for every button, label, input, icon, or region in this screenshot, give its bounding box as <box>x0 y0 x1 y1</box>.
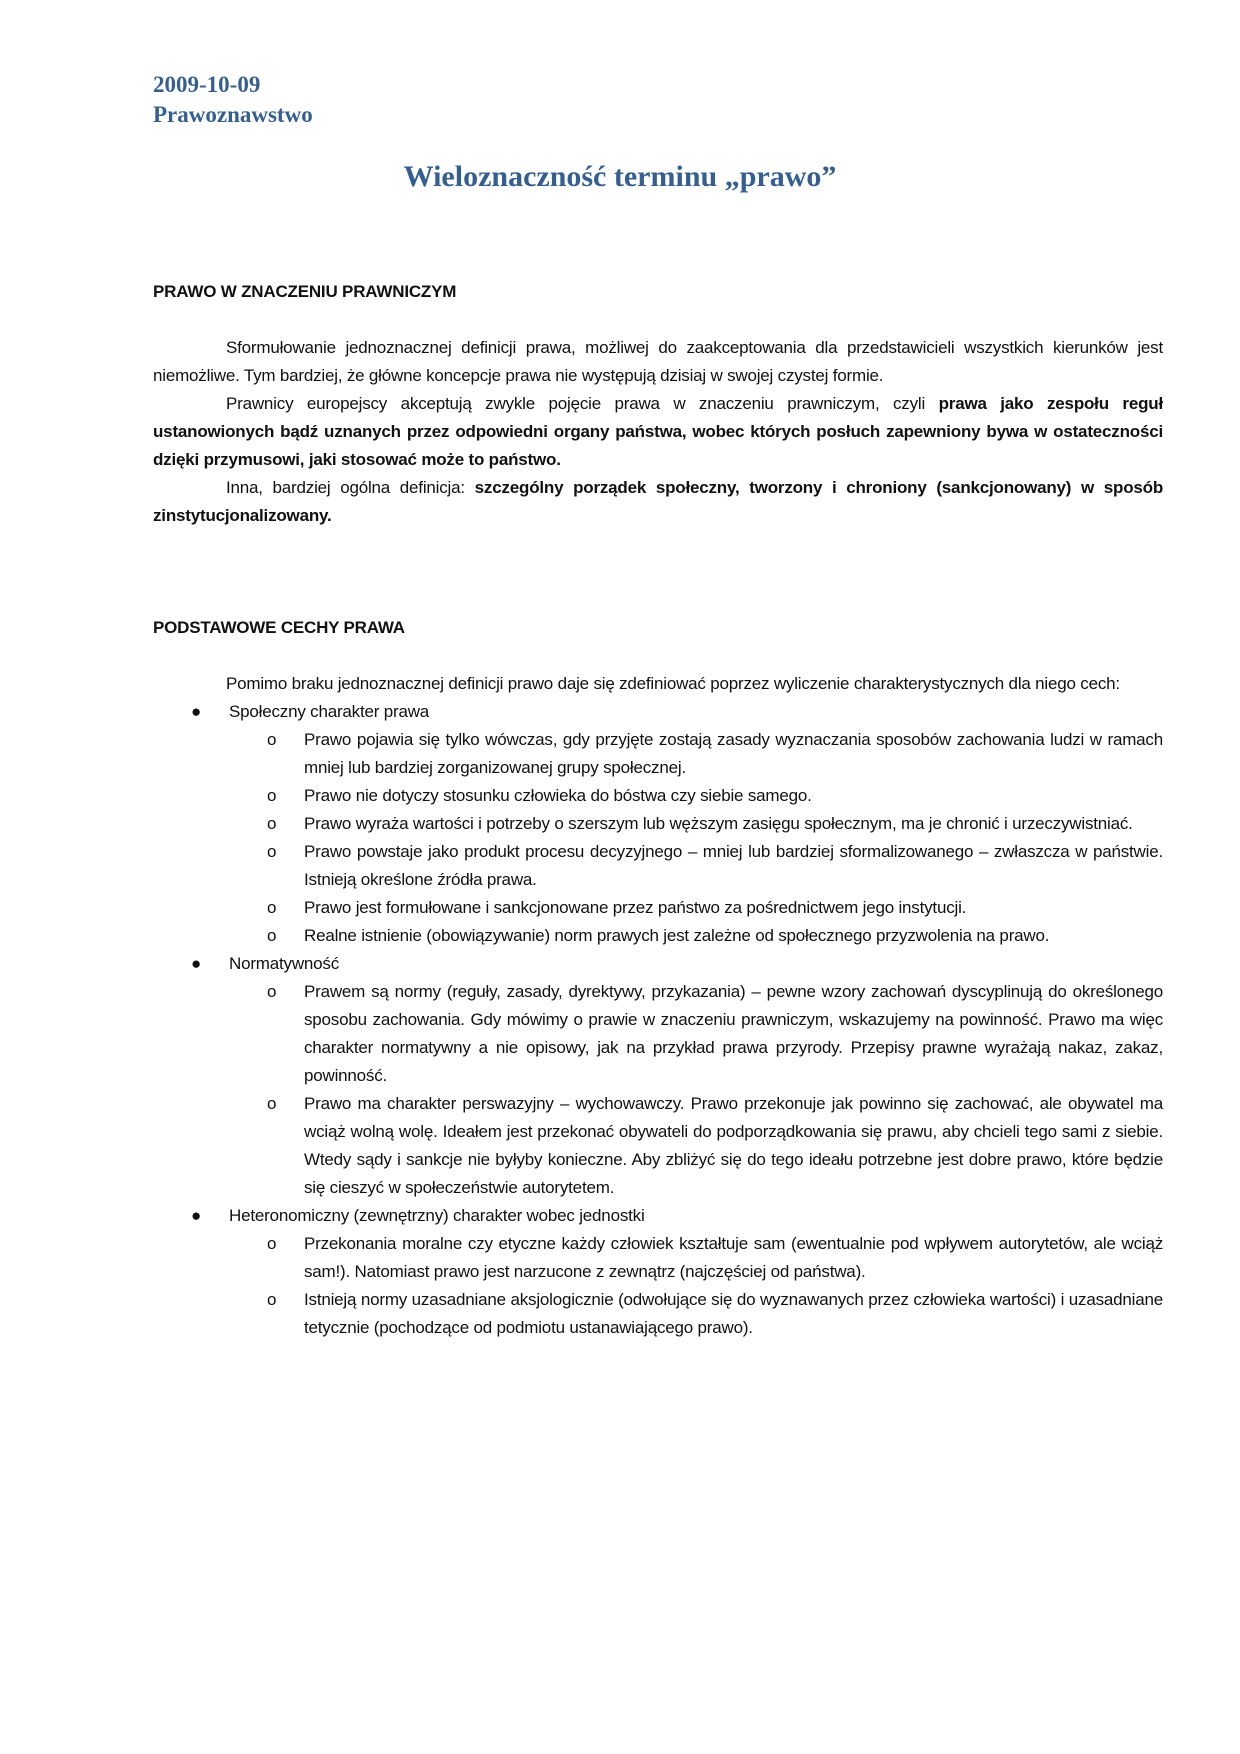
circle-bullet-icon: o <box>267 898 277 917</box>
bullet-icon: ● <box>191 702 202 721</box>
sub-list-item <box>229 810 1163 838</box>
paragraph: Sformułowanie jednoznacznej definicji prawa, możliwej do zaakceptowania dla przedstawicieli wszystkich kierunków jest niemożliwe. Tym bardziej, że główne koncepcje prawa nie występują dzisiaj w swojej czystej formie. <box>153 338 1163 385</box>
sub-list-item <box>229 922 1163 950</box>
paragraph <box>153 390 1163 474</box>
bullet-icon: ● <box>191 1206 202 1225</box>
sub-item-text: Realne istnienie (obowiązywanie) norm prawych jest zależne od społecznego przyzwolenia na prawo. <box>304 926 1050 945</box>
sub-item-text: Istnieją normy uzasadniane aksjologicznie (odwołujące się do wyznawanych przez człowieka wartości) i uzasadniane tetycznie (pochodzące od podmiotu ustanawiającego prawo). <box>304 1290 1163 1337</box>
circle-bullet-icon: o <box>267 786 277 805</box>
text: Inna, bardziej ogólna definicja: <box>226 478 475 497</box>
paragraph: Pomimo braku jednoznacznej definicji prawo daje się zdefiniować poprzez wyliczenie charakterystycznych dla niego cech: <box>226 674 1120 693</box>
feature-label: Społeczny charakter prawa <box>229 702 430 721</box>
document-date: 2009-10-09 <box>153 72 261 97</box>
list-item <box>153 950 1163 1202</box>
list-item <box>153 698 1163 950</box>
circle-bullet-icon: o <box>267 982 277 1001</box>
circle-bullet-icon: o <box>267 1290 277 1309</box>
section-heading: PRAWO W ZNACZENIU PRAWNICZYM <box>153 282 457 301</box>
sub-item-text: Prawem są normy (reguły, zasady, dyrektywy, przykazania) – pewne wzory zachowań dyscyplinują do określonego sposobu zachowania. Gdy mówimy o prawie w znaczeniu prawniczym, wskazujemy na powinność. Prawo ma więc charakter normatywny a nie opisowy, jak na przykład prawa przyrody. Przepisy prawne wyrażają nakaz, zakaz, powinność. <box>304 982 1163 1085</box>
sub-list-item <box>229 1090 1163 1202</box>
sub-item-text: Prawo pojawia się tylko wówczas, gdy przyjęte zostają zasady wyznaczania sposobów zachowania ludzi w ramach mniej lub bardziej zorganizowanej grupy społecznej. <box>304 730 1163 777</box>
sub-item-text: Prawo ma charakter perswazyjny – wychowawczy. Prawo przekonuje jak powinno się zachować, ale obywatel ma wciąż wolną wolę. Ideałem jest przekonać obywateli do podporządkowania się prawu, aby chcieli tego sami z siebie. Wtedy sądy i sankcje nie byłyby konieczne. Aby zbliżyć się do tego ideału potrzebne jest dobre prawo, które będzie się cieszyć w społeczeństwie autorytetem. <box>304 1094 1163 1197</box>
sub-list-item <box>229 838 1163 894</box>
bullet-icon: ● <box>191 954 202 973</box>
sub-list-item <box>229 1230 1163 1286</box>
list-item <box>153 1202 1163 1342</box>
sub-list-item <box>229 726 1163 782</box>
sub-list <box>229 978 1163 1202</box>
sub-item-text: Prawo powstaje jako produkt procesu decyzyjnego – mniej lub bardziej sformalizowanego – zwłaszcza w państwie. Istnieją określone źródła prawa. <box>304 842 1163 889</box>
sub-item-text: Przekonania moralne czy etyczne każdy człowiek kształtuje sam (ewentualnie pod wpływem autorytetów, ale wciąż sam!). Natomiast prawo jest narzucone z zewnątrz (najczęściej od państwa). <box>304 1234 1163 1281</box>
sub-item-text: Prawo wyraża wartości i potrzeby o szerszym lub węższym zasięgu społecznym, ma je chronić i urzeczywistniać. <box>304 814 1133 833</box>
feature-list <box>153 698 1163 1342</box>
text: Prawnicy europejscy akceptują zwykle pojęcie prawa w znaczeniu prawniczym, czyli <box>226 394 939 413</box>
sub-list-item <box>229 782 1163 810</box>
section-heading: PODSTAWOWE CECHY PRAWA <box>153 618 405 637</box>
sub-list-item <box>229 894 1163 922</box>
bold-definition: prawa jako zespołu reguł ustanowionych bądź uznanych przez odpowiedni organy państwa, wobec których posłuch zapewniony bywa w ostateczności dzięki przymusowi, jaki stosować może to państwo. <box>153 394 1163 469</box>
sub-list-item <box>229 978 1163 1090</box>
section-basic-features <box>153 614 1163 1342</box>
sub-list <box>229 1230 1163 1342</box>
document-subject: Prawoznawstwo <box>153 102 313 127</box>
sub-list-item <box>229 1286 1163 1342</box>
sub-item-text: Prawo nie dotyczy stosunku człowieka do bóstwa czy siebie samego. <box>304 786 812 805</box>
feature-label: Heteronomiczny (zewnętrzny) charakter wobec jednostki <box>229 1206 645 1225</box>
circle-bullet-icon: o <box>267 1234 277 1253</box>
sub-list <box>229 726 1163 950</box>
circle-bullet-icon: o <box>267 814 277 833</box>
paragraph <box>153 474 1163 530</box>
sub-item-text: Prawo jest formułowane i sankcjonowane przez państwo za pośrednictwem jego instytucji. <box>304 898 967 917</box>
page-title: Wieloznaczność terminu „prawo” <box>403 160 837 193</box>
section-legal-meaning <box>153 278 1163 530</box>
feature-label: Normatywność <box>229 954 340 973</box>
circle-bullet-icon: o <box>267 842 277 861</box>
circle-bullet-icon: o <box>267 730 277 749</box>
circle-bullet-icon: o <box>267 926 277 945</box>
bold-definition: szczególny porządek społeczny, tworzony i chroniony (sankcjonowany) w sposób zinstytucjonalizowany. <box>153 478 1164 525</box>
circle-bullet-icon: o <box>267 1094 277 1113</box>
